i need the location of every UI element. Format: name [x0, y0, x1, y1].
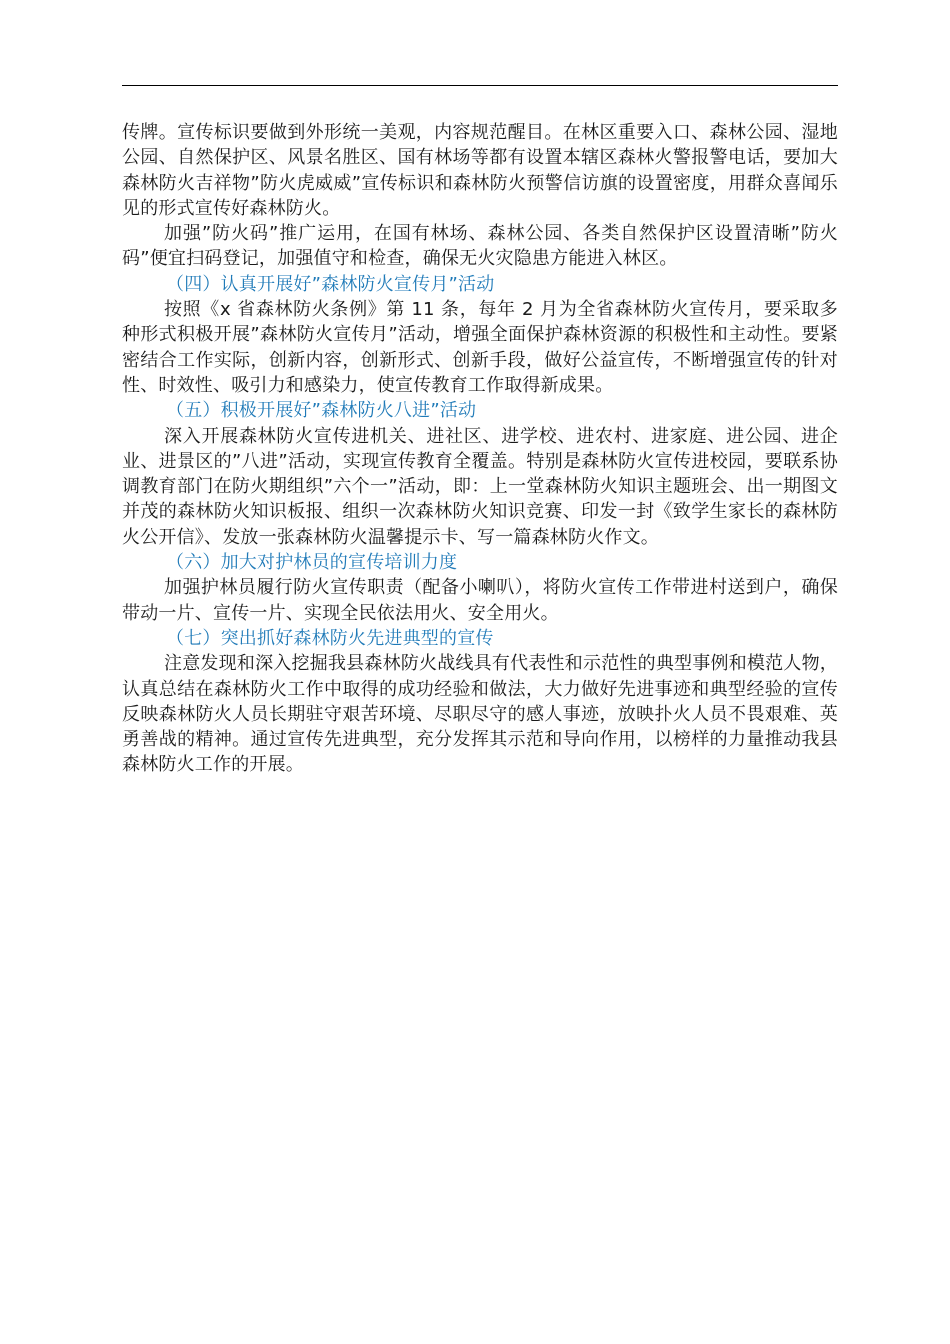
body-paragraph: 加强护林员履行防火宣传职责（配备小喇叭），将防火宣传工作带进村送到户，确保带动一片、宣传一片、实现全民依法用火、安全用火。	[122, 577, 838, 624]
body-paragraph: 注意发现和深入挖掘我县森林防火战线具有代表性和示范性的典型事例和模范人物，认真总结在森林防火工作中取得的成功经验和做法，大力做好先进事迹和典型经验的宣传反映森林防火人员长期驻守艰苦环境、尽职尽守的感人事迹，放映扑火人员不畏艰难、英勇善战的精神。通过宣传先进典型，充分发挥其示范和导向作用，以榜样的力量推动我县森林防火工作的开展。	[122, 653, 838, 776]
body-paragraph: 加强”防火码”推广运用，在国有林场、森林公园、各类自然保护区设置清晰”防火码”便宜扫码登记，加强值守和检查，确保无火灾隐患方能进入林区。	[122, 223, 838, 270]
section-heading: （五）积极开展好”森林防火八进”活动	[166, 400, 477, 422]
section-heading: （七）突出抓好森林防火先进典型的宣传	[166, 627, 494, 649]
section-heading: （四）认真开展好”森林防火宣传月”活动	[166, 273, 495, 295]
document-body	[122, 120, 838, 778]
body-paragraph: 深入开展森林防火宣传进机关、进社区、进学校、进农村、进家庭、进公园、进企业、进景区的”八进”活动，实现宣传教育全覆盖。特别是森林防火宣传进校园，要联系协调教育部门在防火期组织”六个一”活动，即：上一堂森林防火知识主题班会、出一期图文并茂的森林防火知识板报、组织一次森林防火知识竞赛、印发一封《致学生家长的森林防火公开信》、发放一张森林防火温馨提示卡、写一篇森林防火作文。	[122, 425, 838, 548]
header-rule	[122, 85, 838, 86]
section-heading: （六）加大对护林员的宣传培训力度	[166, 552, 458, 574]
body-paragraph: 传牌。宣传标识要做到外形统一美观，内容规范醒目。在林区重要入口、森林公园、湿地公园、自然保护区、风景名胜区、国有林场等都有设置本辖区森林火警报警电话，要加大森林防火吉祥物”防火虎威威”宣传标识和森林防火预警信访旗的设置密度，用群众喜闻乐见的形式宣传好森林防火。	[122, 122, 838, 219]
body-paragraph: 按照《x 省森林防火条例》第 11 条，每年 2 月为全省森林防火宣传月，要采取多种形式积极开展”森林防火宣传月”活动，增强全面保护森林资源的积极性和主动性。要紧密结合工作实际，创新内容，创新形式、创新手段，做好公益宣传，不断增强宣传的针对性、时效性、吸引力和感染力，使宣传教育工作取得新成果。	[122, 299, 838, 396]
